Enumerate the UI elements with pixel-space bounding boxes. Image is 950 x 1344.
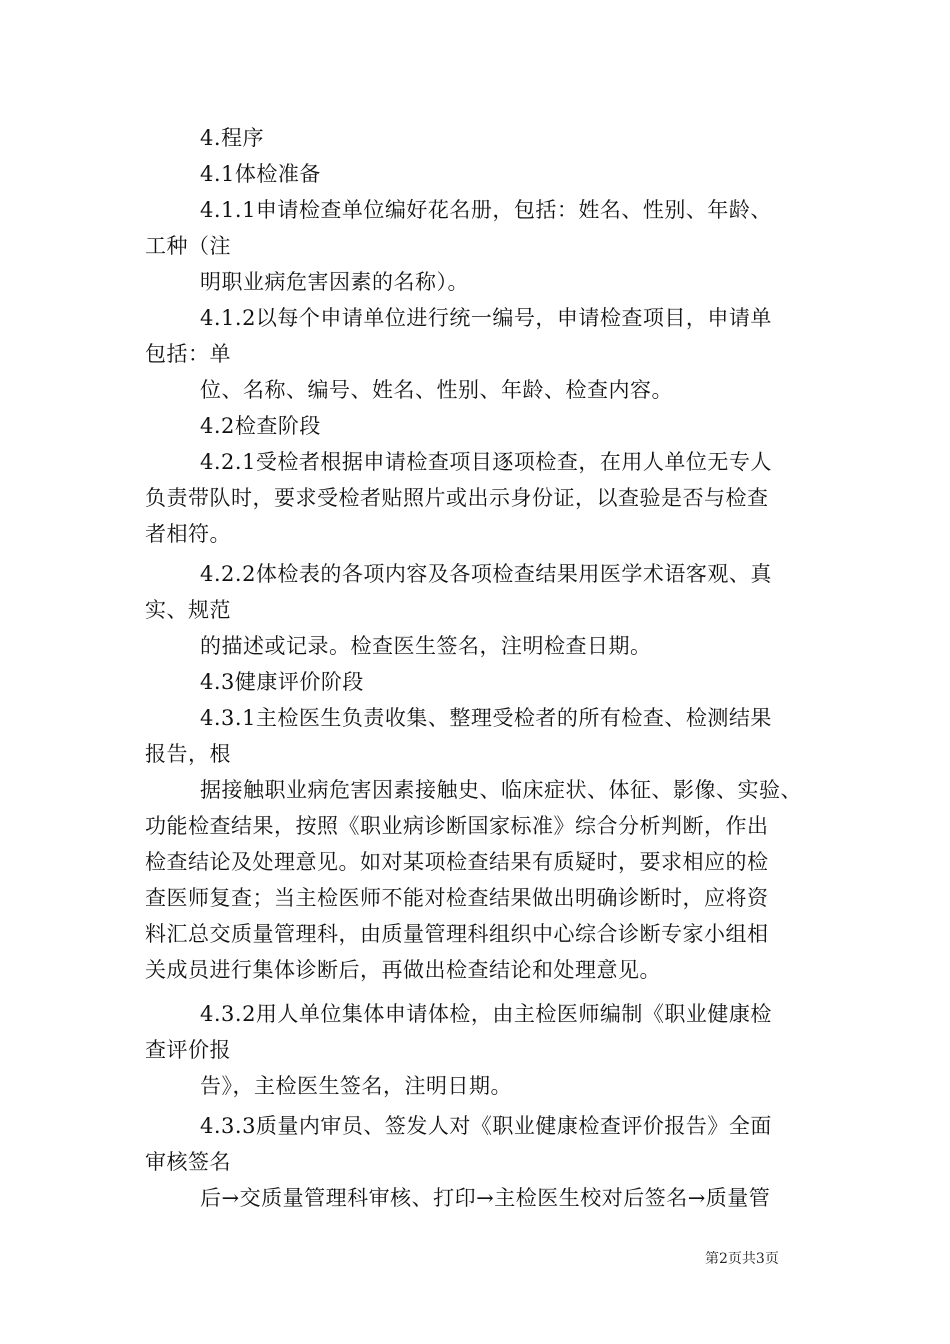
text-line: 关成员进行集体诊断后，再做出检查结论和处理意见。: [145, 958, 661, 982]
text-line: 4.2检查阶段: [200, 414, 321, 438]
text-line: 的描述或记录。检查医生签名，注明检查日期。: [200, 634, 652, 658]
text-line: 告》，主检医生签名，注明日期。: [200, 1074, 512, 1098]
text-line: 报告，根: [145, 742, 231, 766]
page-number-footer: 第2页共3页: [705, 1251, 779, 1267]
text-line: 4.2.2体检表的各项内容及各项检查结果用医学术语客观、真: [200, 562, 772, 586]
text-line: 审核签名: [145, 1150, 231, 1174]
text-line: 后→交质量管理科审核、打印→主检医生校对后签名→质量管: [200, 1186, 771, 1210]
text-line: 检查结论及处理意见。如对某项检查结果有质疑时，要求相应的检: [145, 850, 769, 874]
text-line: 功能检查结果，按照《职业病诊断国家标准》综合分析判断，作出: [145, 814, 769, 838]
text-line: 查医师复查；当主检医师不能对检查结果做出明确诊断时，应将资: [145, 886, 769, 910]
text-line: 包括：单: [145, 342, 231, 366]
text-line: 者相符。: [145, 522, 231, 546]
text-line: 料汇总交质量管理科，由质量管理科组织中心综合诊断专家小组相: [145, 922, 769, 946]
text-line: 4.程序: [200, 126, 265, 150]
text-line: 位、名称、编号、姓名、性别、年龄、检查内容。: [200, 378, 673, 402]
text-line: 4.3.3质量内审员、签发人对《职业健康检查评价报告》全面: [200, 1114, 772, 1138]
text-line: 明职业病危害因素的名称）。: [200, 270, 469, 294]
text-line: 4.1体检准备: [200, 162, 321, 186]
text-line: 工种（注: [145, 234, 231, 258]
text-line: 据接触职业病危害因素接触史、临床症状、体征、影像、实验、: [200, 778, 802, 802]
text-line: 4.1.1申请检查单位编好花名册，包括：姓名、性别、年龄、: [200, 198, 772, 222]
text-line: 4.3.1主检医生负责收集、整理受检者的所有检查、检测结果: [200, 706, 772, 730]
text-line: 实、规范: [145, 598, 231, 622]
text-line: 4.2.1受检者根据申请检查项目逐项检查，在用人单位无专人: [200, 450, 772, 474]
text-line: 查评价报: [145, 1038, 231, 1062]
text-line: 负责带队时，要求受检者贴照片或出示身份证，以查验是否与检查: [145, 486, 769, 510]
text-line: 4.1.2以每个申请单位进行统一编号，申请检查项目，申请单: [200, 306, 772, 330]
text-line: 4.3.2用人单位集体申请体检，由主检医师编制《职业健康检: [200, 1002, 772, 1026]
text-line: 4.3健康评价阶段: [200, 670, 364, 694]
